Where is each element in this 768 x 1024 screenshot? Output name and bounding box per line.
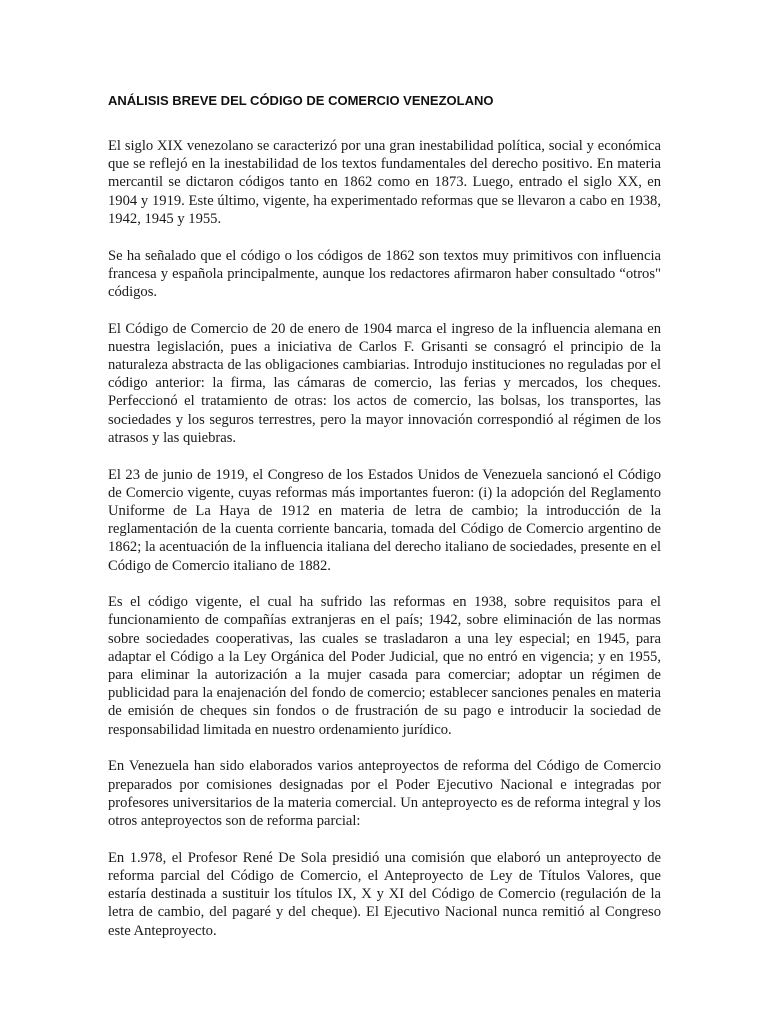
paragraph-3: El Código de Comercio de 20 de enero de 1904 marca el ingreso de la influencia alemana en nuestra legislación, pues a iniciativa de Carlos F. Grisanti se consagró el principio de la naturaleza abstracta de las obligaciones cambiarias. Introdujo instituciones no reguladas por el código anterior: la firma, las cámaras de comercio, las ferias y mercados, los cheques. Perfeccionó el tratamiento de otras: los actos de comercio, las bolsas, los transportes, las sociedades y los seguros terrestres, pero la mayor innovación correspondió al régimen de los atrasos y las quiebras. [108,320,661,446]
paragraph-5: Es el código vigente, el cual ha sufrido las reformas en 1938, sobre requisitos para el funcionamiento de compañías extranjeras en el país; 1942, sobre eliminación de las normas sobre sociedades cooperativas, las cuales se trasladaron a una ley especial; en 1945, para adaptar el Código a la Ley Orgánica del Poder Judicial, que no entró en vigencia; y en 1955, para eliminar la autorización a la mujer casada para comerciar; adoptar un régimen de publicidad para la enajenación del fondo de comercio; establecer sanciones penales en materia de emisión de cheques sin fondos o de frustración de su pago e introducir la sociedad de responsabilidad limitada en nuestro ordenamiento jurídico. [108,594,661,738]
paragraph-7: En 1.978, el Profesor René De Sola presidió una comisión que elaboró un anteproyecto de reforma parcial del Código de Comercio, el Anteproyecto de Ley de Títulos Valores, que estaría destinada a sustituir los títulos IX, X y XI del Código de Comercio (regulación de la letra de cambio, del pagaré y del cheque). El Ejecutivo Nacional nunca remitió al Congreso este Anteproyecto. [108,849,661,939]
paragraph-2: Se ha señalado que el código o los códigos de 1862 son textos muy primitivos con influencia francesa y española principalmente, aunque los redactores afirmaron haber consultado “otros" códigos. [108,247,661,300]
paragraph-4: El 23 de junio de 1919, el Congreso de los Estados Unidos de Venezuela sancionó el Código de Comercio vigente, cuyas reformas más importantes fueron: (i) la adopción del Reglamento Uniforme de La Haya de 1912 en materia de letra de cambio; la introducción de la reglamentación de la cuenta corriente bancaria, tomada del Código de Comercio argentino de 1862; la acentuación de la influencia italiana del derecho italiano de sociedades, presente en el Código de Comercio italiano de 1882. [108,466,661,574]
document-title: ANÁLISIS BREVE DEL CÓDIGO DE COMERCIO VENEZOLANO [108,93,494,108]
paragraph-1: El siglo XIX venezolano se caracterizó por una gran inestabilidad política, social y económica que se reflejó en la inestabilidad de los textos fundamentales del derecho positivo. En materia mercantil se dictaron códigos tanto en 1862 como en 1873. Luego, entrado el siglo XX, en 1904 y 1919. Este último, vigente, ha experimentado reformas que se llevaron a cabo en 1938, 1942, 1945 y 1955. [108,138,661,227]
paragraph-6: En Venezuela han sido elaborados varios anteproyectos de reforma del Código de Comercio preparados por comisiones designadas por el Poder Ejecutivo Nacional e integradas por profesores universitarios de la materia comercial. Un anteproyecto es de reforma integral y los otros anteproyectos son de reforma parcial: [108,758,661,829]
document-body [108,137,661,958]
